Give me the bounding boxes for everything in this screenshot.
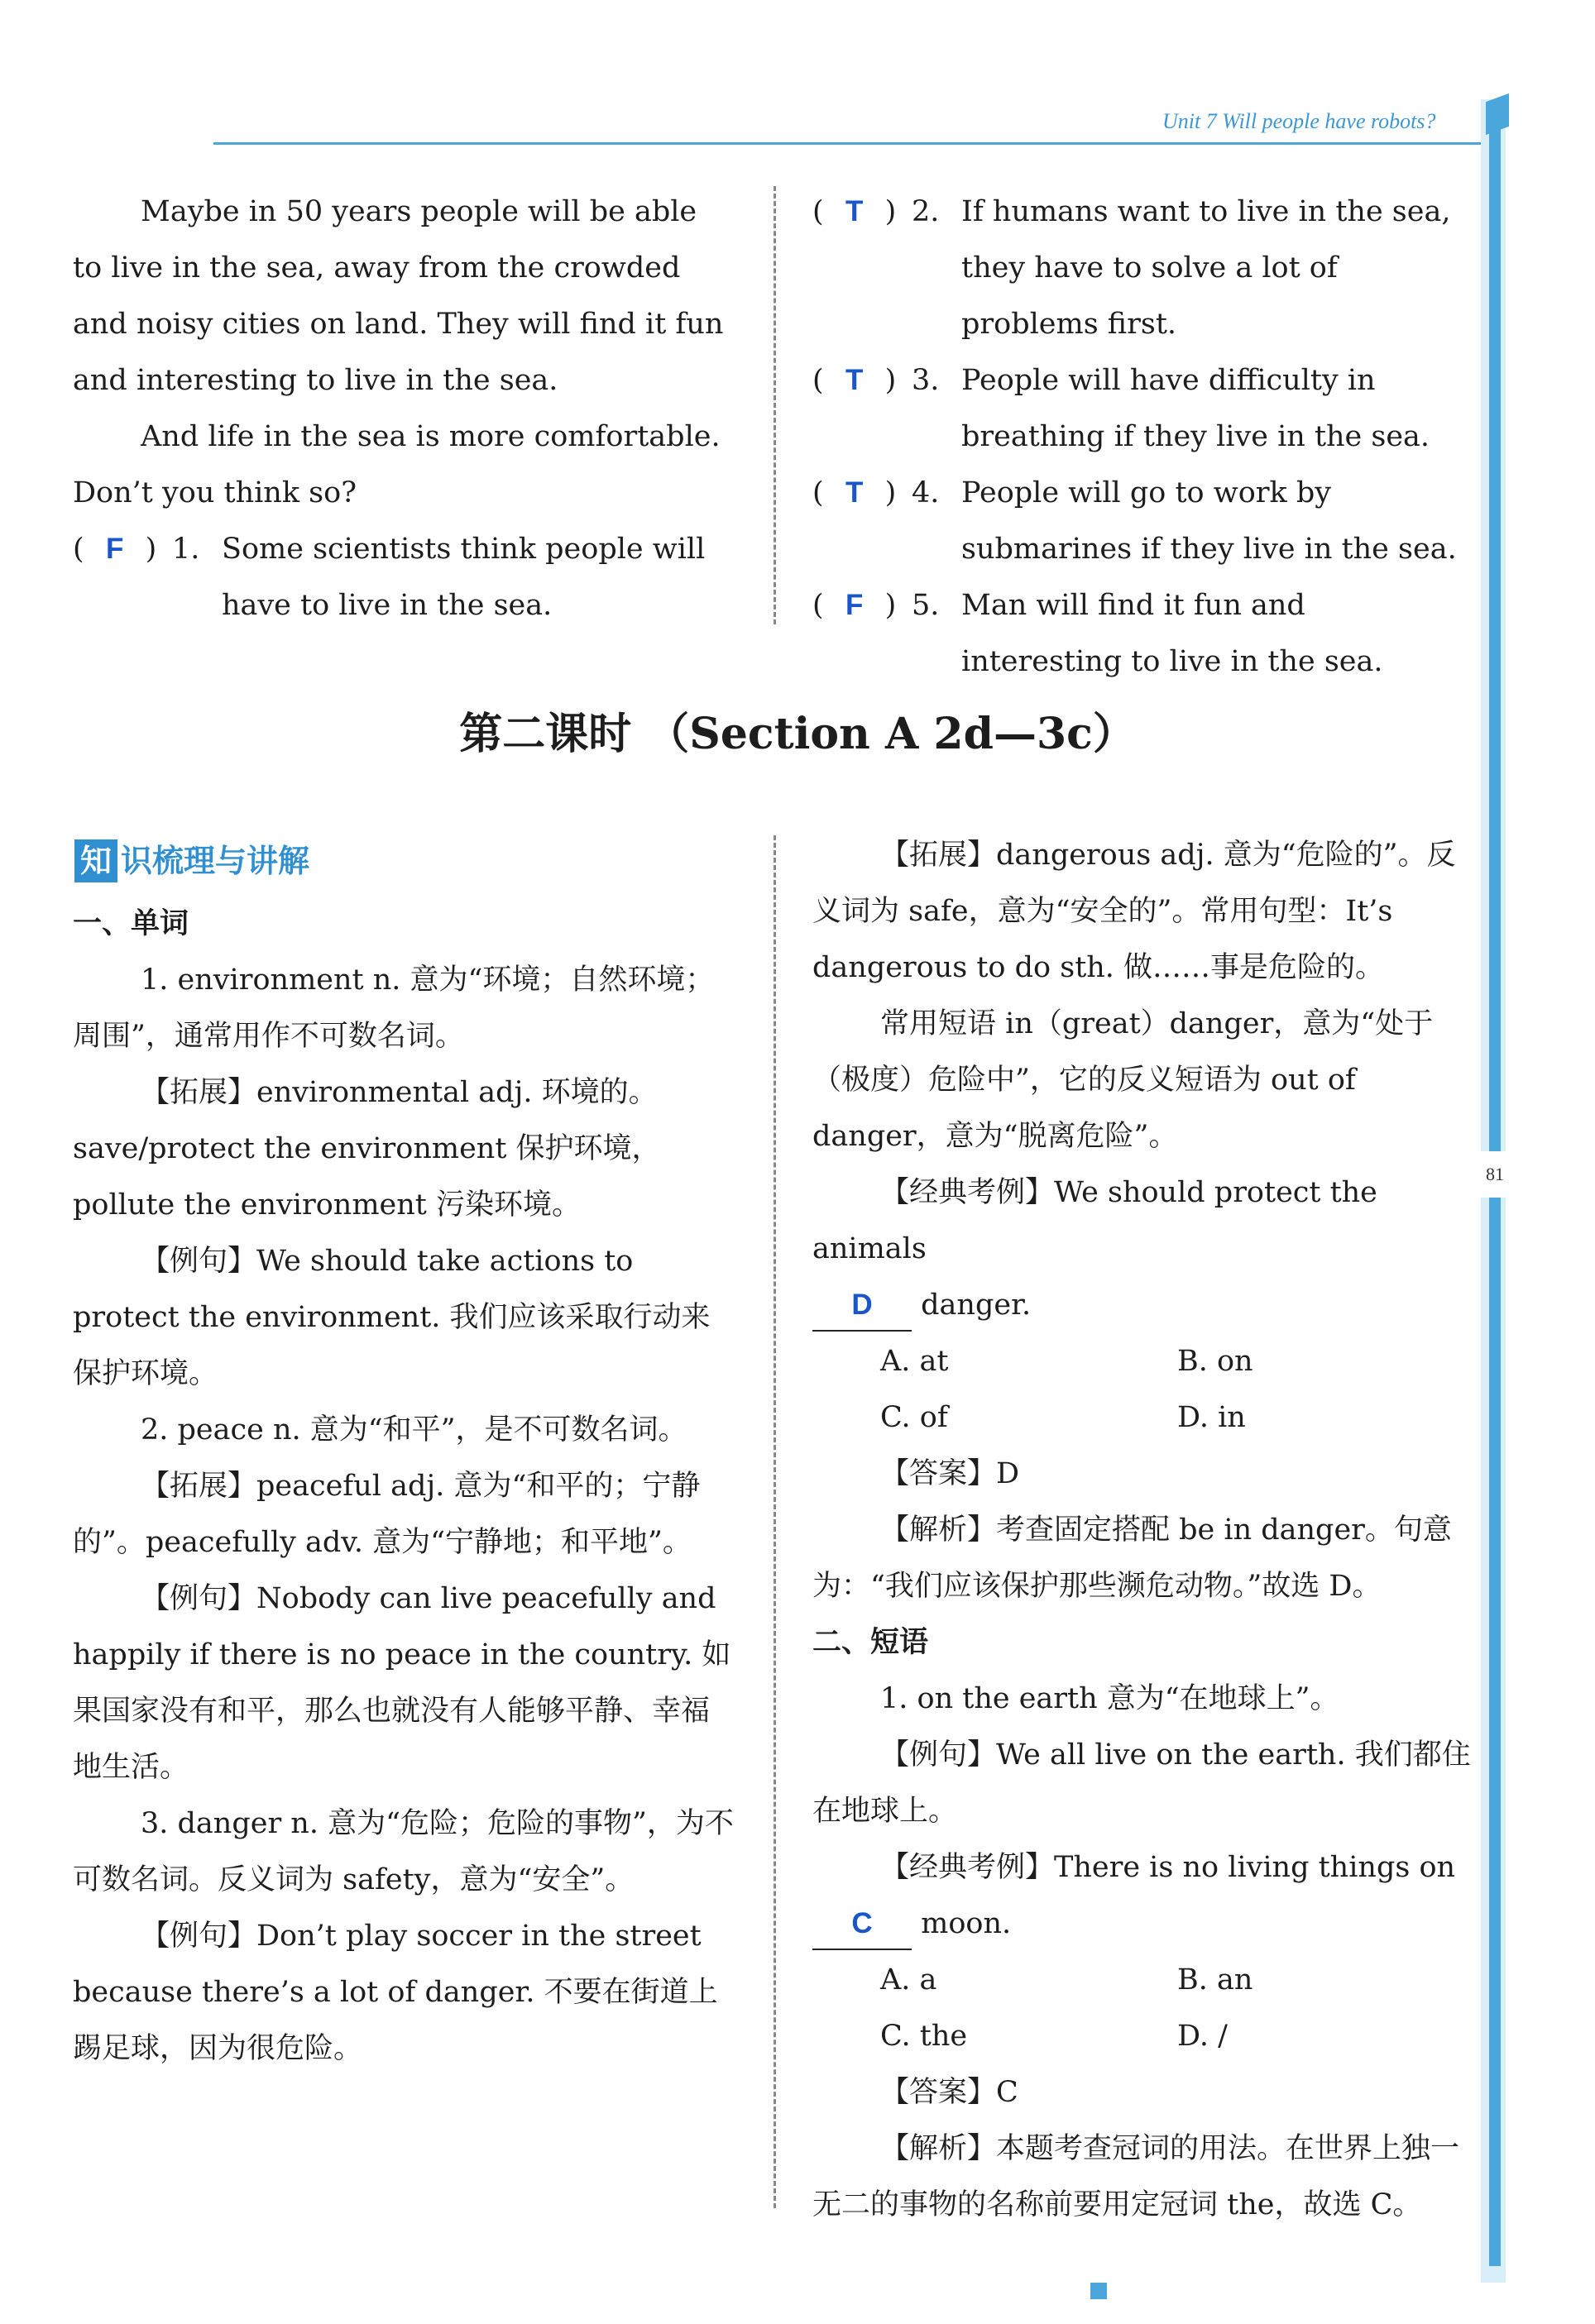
tf-question-5: ( F ) 5. Man will find it fun and interesting to live in the sea. (812, 577, 1474, 690)
option-a: A. a (880, 1963, 937, 1996)
exam-example-2-blank: C (812, 1899, 912, 1950)
exam-example-2-options-row-2 (812, 2008, 1474, 2064)
word-1-example: 【例句】We should take actions to protect the environment. 我们应该采取行动来保护环境。 (73, 1245, 711, 1390)
exam-example-2-explanation: 【解析】本题考查冠词的用法。在世界上独一无二的事物的名称前要用定冠词 the，故选 C。 (812, 2132, 1460, 2221)
reading-right-column (812, 184, 1474, 690)
tf-text-5: Man will find it fun and interesting to live in the sea. (961, 589, 1383, 678)
phrase-1-example: 【例句】We all live on the earth. 我们都住在地球上。 (812, 1738, 1471, 1828)
notes-right-column (812, 827, 1474, 2233)
exam-example-2-lead: 【经典考例】There is no living things on (880, 1851, 1456, 1884)
bottom-square-decoration (1090, 2283, 1107, 2299)
exam-example-1-explanation: 【解析】考查固定搭配 be in danger。句意为：“我们应该保护那些濒危动物。”故选 D。 (812, 1513, 1452, 1603)
tf-answer-2: T (845, 195, 864, 227)
danger-extension: 【拓展】dangerous adj. 意为“危险的”。反义词为 safe，意为“安全的”。常用句型：It’s dangerous to do sth. 做……事是危险的。 (812, 839, 1456, 984)
column-divider-top (774, 186, 776, 624)
exam-example-2-answer: 【答案】C (880, 2076, 1018, 2109)
unit-title: Unit 7 Will people have robots? (1162, 109, 1436, 133)
reading-paragraph-1: Maybe in 50 years people will be able to live in the sea, away from the crowded and noisy cities on land. They will find it fun and interesting to live in the sea. (73, 195, 724, 397)
tf-question-3: ( T ) 3. People will have difficulty in breathing if they live in the sea. (812, 352, 1474, 465)
heading-phrases: 二、短语 (812, 1626, 929, 1659)
tf-text-3: People will have difficulty in breathing if they live in the sea. (961, 364, 1430, 453)
danger-phrase-note: 常用短语 in（great）danger，意为“处于（极度）危险中”，它的反义短语为 out of danger，意为“脱离危险”。 (812, 1007, 1434, 1153)
option-b: B. an (1177, 1963, 1253, 1996)
word-2-definition: 2. peace n. 意为“和平”，是不可数名词。 (141, 1413, 687, 1447)
tf-text-4: People will go to work by submarines if they live in the sea. (961, 476, 1457, 566)
column-divider-bottom (774, 835, 776, 2208)
reading-paragraph-2: And life in the sea is more comfortable. Don’t you think so? (73, 420, 721, 509)
knowledge-heading (74, 835, 309, 882)
tf-answer-4: T (845, 476, 864, 509)
tf-answer-5: F (845, 589, 864, 621)
exam-example-1 (812, 1164, 1474, 1277)
tf-number-3: 3. (912, 364, 940, 397)
tf-number-2: 2. (912, 195, 940, 228)
tf-question-1: ( F ) 1. Some scientists think people will have to live in the sea. (73, 521, 735, 634)
word-2-extension: 【拓展】peaceful adj. 意为“和平的；宁静的”。peacefully adv. 意为“宁静地；和平地”。 (73, 1470, 701, 1559)
exam-example-1-options-row-2 (812, 1389, 1474, 1446)
option-b: B. on (1177, 1345, 1253, 1378)
page-number: 81 (1481, 1151, 1509, 1198)
exam-example-1-blank: D (812, 1280, 912, 1332)
word-3-definition: 3. danger n. 意为“危险；危险的事物”，为不可数名词。反义词为 safety，意为“安全”。 (73, 1807, 734, 1896)
word-3-example: 【例句】Don’t play soccer in the street because there’s a lot of danger. 不要在街道上踢足球，因为很危险。 (73, 1920, 718, 2065)
word-1-extension: 【拓展】environmental adj. 环境的。save/protect the environment 保护环境，pollute the environment 污染环境。 (73, 1076, 661, 1222)
exam-example-1-answer: 【答案】D (880, 1457, 1020, 1490)
option-d: D. / (1177, 2020, 1228, 2053)
option-d: D. in (1177, 1401, 1246, 1434)
phrase-1-definition: 1. on the earth 意为“在地球上”。 (880, 1682, 1339, 1715)
word-2-example: 【例句】Nobody can live peacefully and happily if there is no peace in the country. 如果国家没有和平，那么也就没有人能够平静、幸福地生活。 (73, 1582, 731, 1784)
knowledge-heading-text: 识梳理与讲解 (121, 843, 310, 879)
exam-example-2-tail: moon. (921, 1907, 1012, 1940)
tf-text-2: If humans want to live in the sea, they have to solve a lot of problems first. (961, 195, 1451, 341)
tf-number-1: 1. (172, 533, 200, 566)
knowledge-badge: 知 (74, 839, 117, 882)
header-rule (213, 142, 1504, 145)
exam-example-1-lead: 【经典考例】We should protect the animals (812, 1176, 1377, 1265)
tf-question-4: ( T ) 4. People will go to work by submarines if they live in the sea. (812, 465, 1474, 577)
tf-answer-3: T (845, 364, 864, 396)
exam-example-1-tail: danger. (921, 1289, 1032, 1322)
tf-number-5: 5. (912, 589, 940, 622)
exam-example-2 (812, 1839, 1474, 1896)
notes-left-column (73, 896, 735, 2077)
tf-number-4: 4. (912, 476, 940, 509)
section-title: 第二课时 （Section A 2d—3c） (459, 709, 1136, 759)
word-1-definition: 1. environment n. 意为“环境；自然环境；周围”，通常用作不可数名词。 (73, 964, 715, 1053)
option-a: A. at (880, 1345, 949, 1378)
heading-words: 一、单词 (73, 907, 189, 940)
tf-text-1: Some scientists think people will have to live in the sea. (222, 533, 706, 622)
tf-answer-1: F (105, 533, 124, 565)
option-c: C. the (880, 2020, 968, 2053)
exam-example-1-options-row-1 (812, 1333, 1474, 1389)
reading-left-column (73, 184, 735, 634)
exam-example-2-options-row-1 (812, 1952, 1474, 2008)
tf-question-2: ( T ) 2. If humans want to live in the sea, they have to solve a lot of problems first. (812, 184, 1474, 352)
option-c: C. of (880, 1401, 948, 1434)
